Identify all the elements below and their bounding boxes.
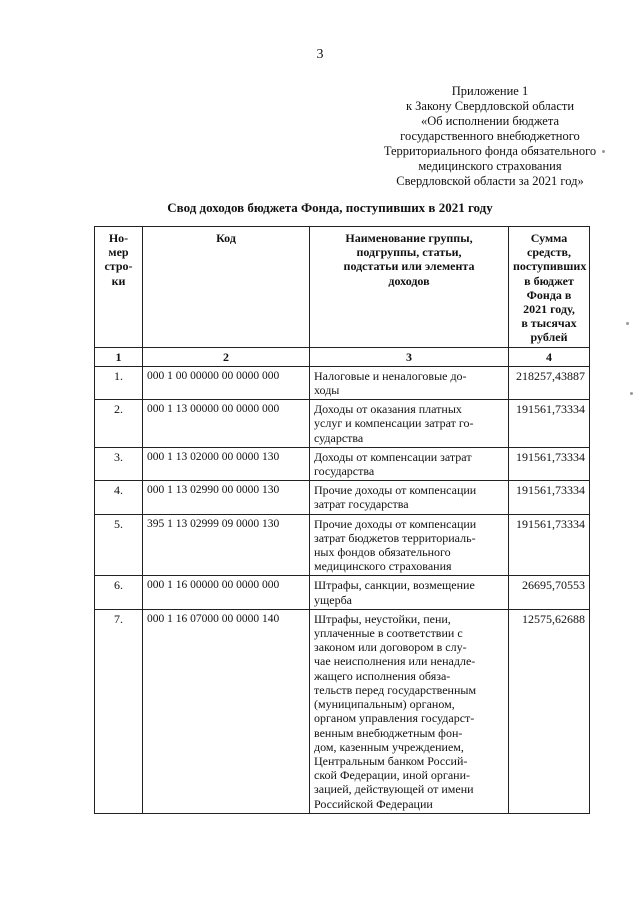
name-cell (310, 481, 509, 514)
name-line: законом или договором в слу- (314, 640, 467, 655)
table-row (95, 514, 590, 576)
scan-speck (626, 322, 629, 325)
name-line: уплаченные в соответствии с (314, 626, 463, 641)
table-row (95, 609, 590, 813)
name-line: услуг и компенсации затрат го- (314, 416, 474, 431)
row-number-cell: 4. (95, 481, 143, 514)
name-cell (310, 447, 509, 480)
name-line: ущерба (314, 592, 352, 607)
name-line: Российской Федерации (314, 796, 433, 811)
code-cell: 000 1 16 07000 00 0000 140 (143, 609, 310, 813)
name-line: дом, казенным учреждением, (314, 739, 464, 754)
table-row (95, 366, 590, 399)
name-cell (310, 609, 509, 813)
appendix-line: Свердловской области за 2021 год» (396, 174, 584, 188)
table-header-row (95, 227, 590, 348)
amount-cell: 191561,73334 (509, 447, 590, 480)
name-line: (муниципальным) органом, (314, 697, 455, 712)
name-cell (310, 576, 509, 609)
column-number-row (95, 347, 590, 366)
column-number: 2 (143, 347, 310, 366)
name-line: государства (314, 464, 375, 479)
name-line: Доходы от компенсации затрат (314, 449, 472, 464)
name-line: ходы (314, 383, 340, 398)
name-line: венным внебюджетным фон- (314, 725, 463, 740)
row-number-cell: 7. (95, 609, 143, 813)
amount-cell: 218257,43887 (509, 366, 590, 399)
name-cell (310, 400, 509, 448)
amount-cell: 191561,73334 (509, 400, 590, 448)
code-cell: 000 1 00 00000 00 0000 000 (143, 366, 310, 399)
name-line: чае неисполнения или ненадле- (314, 654, 476, 669)
name-cell (310, 366, 509, 399)
header-name: Наименование группы, подгруппы, статьи, подстатьи или элемента доходов (310, 227, 509, 348)
appendix-line: «Об исполнении бюджета (420, 114, 560, 128)
appendix-line: государственного внебюджетного (400, 129, 580, 143)
appendix-line: Территориального фонда обязательного (383, 144, 597, 158)
name-line: затрат государства (314, 497, 409, 512)
code-cell: 000 1 13 02000 00 0000 130 (143, 447, 310, 480)
table-row (95, 576, 590, 609)
table-row (95, 447, 590, 480)
amount-cell: 26695,70553 (509, 576, 590, 609)
table-body (95, 366, 590, 813)
code-cell: 000 1 13 02990 00 0000 130 (143, 481, 310, 514)
scan-speck (602, 150, 605, 153)
header-code: Код (143, 227, 310, 348)
appendix-line: к Закону Свердловской области (405, 99, 575, 113)
table-row (95, 481, 590, 514)
name-line: ных фондов обязательного (314, 545, 451, 560)
header-row-number: Но- мер стро- ки (95, 227, 143, 348)
name-line: тельств перед государственным (314, 682, 477, 697)
column-number: 3 (310, 347, 509, 366)
name-line: Штрафы, санкции, возмещение (314, 578, 475, 593)
revenue-table (94, 226, 590, 814)
column-number: 1 (95, 347, 143, 366)
page-number: 3 (316, 47, 324, 62)
name-line: сударства (314, 430, 364, 445)
name-line: затрат бюджетов территориаль- (314, 530, 476, 545)
header-amount: Сумма средств, поступивших в бюджет Фонда в 2021 году, в тысячах рублей (509, 227, 590, 348)
document-title: Свод доходов бюджета Фонда, поступивших в 2021 году (167, 200, 493, 215)
name-line: Прочие доходы от компенсации (314, 483, 477, 498)
name-line: ской Федерации, иной органи- (314, 768, 470, 783)
row-number-cell: 2. (95, 400, 143, 448)
name-line: органом управления государст- (314, 711, 475, 726)
row-number-cell: 1. (95, 366, 143, 399)
appendix-header (372, 84, 608, 189)
table-row (95, 400, 590, 448)
name-line: зацией, действующей от имени (314, 782, 474, 797)
row-number-cell: 6. (95, 576, 143, 609)
column-number: 4 (509, 347, 590, 366)
row-number-cell: 5. (95, 514, 143, 576)
amount-cell: 12575,62688 (509, 609, 590, 813)
amount-cell: 191561,73334 (509, 481, 590, 514)
name-line: Штрафы, неустойки, пени, (314, 611, 451, 626)
amount-cell: 191561,73334 (509, 514, 590, 576)
appendix-line: Приложение 1 (451, 84, 529, 98)
name-line: Центральным банком Россий- (314, 753, 468, 768)
code-cell: 395 1 13 02999 09 0000 130 (143, 514, 310, 576)
name-line: Прочие доходы от компенсации (314, 516, 477, 531)
name-line: Налоговые и неналоговые до- (314, 368, 467, 383)
name-line: жащего исполнения обяза- (314, 668, 451, 683)
code-cell: 000 1 16 00000 00 0000 000 (143, 576, 310, 609)
scan-speck (630, 392, 633, 395)
name-cell (310, 514, 509, 576)
name-line: Доходы от оказания платных (314, 402, 462, 417)
appendix-line: медицинского страхования (418, 159, 562, 173)
row-number-cell: 3. (95, 447, 143, 480)
name-line: медицинского страхования (314, 559, 452, 574)
code-cell: 000 1 13 00000 00 0000 000 (143, 400, 310, 448)
